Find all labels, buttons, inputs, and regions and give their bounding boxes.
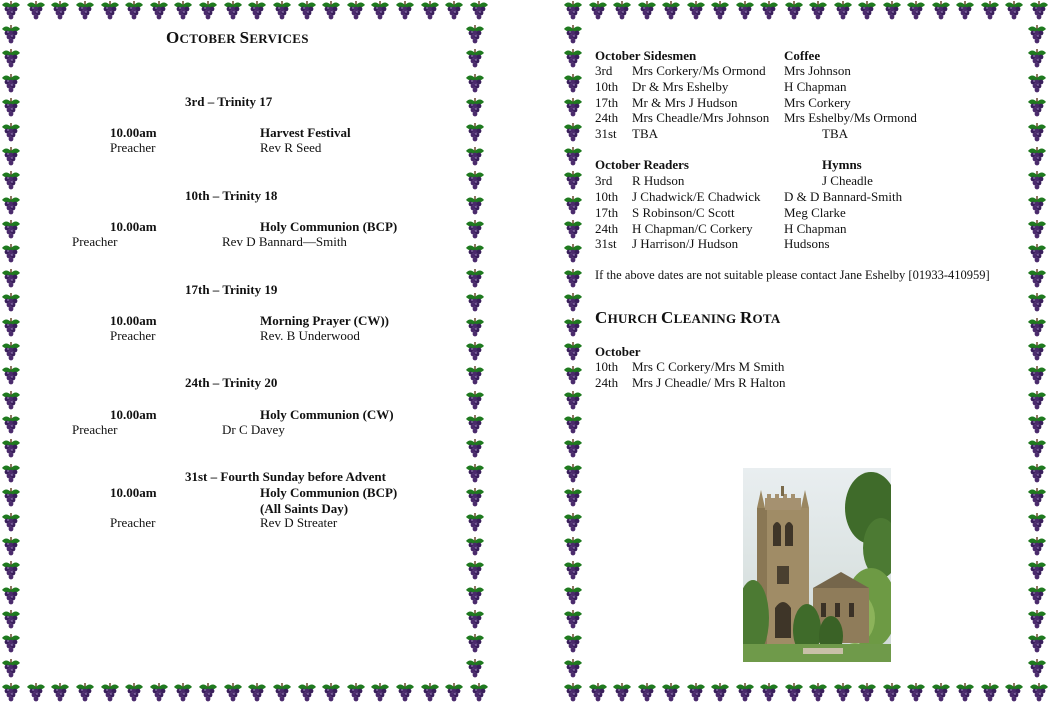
grape-icon — [0, 682, 22, 704]
cleaning-date: 10th — [595, 359, 619, 374]
grape-icon — [1026, 512, 1048, 534]
grape-icon — [783, 0, 805, 22]
grape-border-right — [464, 24, 488, 680]
grape-icon — [296, 682, 318, 704]
grape-icon — [394, 0, 416, 22]
preacher-name: Rev R Seed — [260, 140, 322, 155]
grape-icon — [345, 0, 367, 22]
grape-icon — [0, 560, 22, 582]
grape-icon — [222, 682, 244, 704]
service-heading: 31st – Fourth Sunday before Advent — [185, 469, 386, 484]
hymns-name: Meg Clarke — [784, 205, 846, 220]
grape-icon — [0, 609, 22, 631]
grape-border-bottom — [0, 682, 490, 706]
sidesmen-name: Mrs Cheadle/Mrs Johnson — [632, 110, 770, 125]
grape-icon — [562, 122, 584, 144]
cleaning-names: Mrs J Cheadle/ Mrs R Halton — [632, 375, 786, 390]
grape-icon — [1026, 341, 1048, 363]
grape-icon — [25, 0, 47, 22]
grape-icon — [464, 438, 486, 460]
grape-icon — [1026, 390, 1048, 412]
grape-icon — [369, 682, 391, 704]
grape-icon — [562, 97, 584, 119]
reader-name: H Chapman/C Corkery — [632, 221, 753, 236]
grape-icon — [562, 390, 584, 412]
grape-icon — [271, 682, 293, 704]
grape-icon — [443, 0, 465, 22]
grape-icon — [1026, 122, 1048, 144]
grape-icon — [562, 536, 584, 558]
preacher-name: Dr C Davey — [222, 422, 285, 437]
grape-icon — [394, 682, 416, 704]
grape-icon — [905, 682, 927, 704]
grape-icon — [979, 682, 1001, 704]
cleaning-rota-title: CHURCH CLEANING ROTA — [595, 308, 781, 327]
grape-icon — [807, 0, 829, 22]
grape-icon — [0, 292, 22, 314]
grape-icon — [562, 560, 584, 582]
grape-icon — [464, 390, 486, 412]
grape-icon — [562, 658, 584, 680]
grape-icon — [1026, 243, 1048, 265]
grape-icon — [905, 0, 927, 22]
service-name: Morning Prayer (CW)) — [260, 313, 390, 328]
preacher-name: Rev D Bannard—Smith — [222, 234, 347, 249]
grape-icon — [1026, 536, 1048, 558]
grape-icon — [222, 0, 244, 22]
grape-icon — [0, 195, 22, 217]
grape-icon — [0, 97, 22, 119]
service-time: 10.00am — [110, 219, 157, 234]
grape-border-top — [0, 0, 490, 24]
grape-icon — [709, 0, 731, 22]
grape-icon — [0, 365, 22, 387]
grape-icon — [1026, 292, 1048, 314]
reader-name: J Harrison/J Hudson — [632, 236, 739, 251]
grape-icon — [1003, 682, 1025, 704]
grape-icon — [1026, 463, 1048, 485]
grape-icon — [443, 682, 465, 704]
grape-icon — [562, 195, 584, 217]
grape-icon — [562, 609, 584, 631]
grape-icon — [0, 536, 22, 558]
grape-icon — [271, 0, 293, 22]
reader-date: 31st — [595, 236, 617, 251]
grape-icon — [464, 609, 486, 631]
grape-icon — [123, 682, 145, 704]
service-time: 10.00am — [110, 485, 157, 500]
grape-icon — [1026, 268, 1048, 290]
reader-name: S Robinson/C Scott — [632, 205, 735, 220]
service-name: Holy Communion (CW) — [260, 407, 394, 422]
preacher-label: Preacher — [72, 234, 118, 249]
grape-icon — [562, 365, 584, 387]
readers-header: October Readers — [595, 157, 689, 172]
preacher-label: Preacher — [72, 422, 118, 437]
grape-icon — [464, 268, 486, 290]
hymns-name: H Chapman — [784, 221, 847, 236]
grape-icon — [0, 585, 22, 607]
grape-icon — [1026, 633, 1048, 655]
hymns-name: J Cheadle — [822, 173, 873, 188]
grape-icon — [197, 682, 219, 704]
grape-icon — [587, 682, 609, 704]
grape-icon — [464, 195, 486, 217]
sidesmen-name: Dr & Mrs Eshelby — [632, 79, 729, 94]
grape-icon — [1003, 0, 1025, 22]
sidesmen-date: 17th — [595, 95, 619, 110]
grape-border-top — [562, 0, 1050, 24]
coffee-name: Mrs Johnson — [784, 63, 851, 78]
cleaning-names: Mrs C Corkery/Mrs M Smith — [632, 359, 785, 374]
grape-border-left — [0, 24, 24, 680]
grape-icon — [0, 512, 22, 534]
service-name: Holy Communion (BCP) — [260, 485, 398, 500]
grape-icon — [562, 268, 584, 290]
service-heading: 3rd – Trinity 17 — [185, 94, 273, 109]
grape-icon — [197, 0, 219, 22]
grape-icon — [464, 73, 486, 95]
grape-icon — [0, 633, 22, 655]
grape-icon — [611, 682, 633, 704]
grape-icon — [1026, 585, 1048, 607]
service-heading: 24th – Trinity 20 — [185, 375, 278, 390]
grape-icon — [172, 682, 194, 704]
sidesmen-name: TBA — [632, 126, 658, 141]
grape-icon — [562, 170, 584, 192]
grape-icon — [660, 0, 682, 22]
grape-icon — [709, 682, 731, 704]
grape-icon — [856, 0, 878, 22]
cleaning-date: 24th — [595, 375, 619, 390]
service-time: 10.00am — [110, 313, 157, 328]
preacher-label: Preacher — [110, 328, 156, 343]
grape-icon — [464, 243, 486, 265]
grape-icon — [930, 682, 952, 704]
coffee-name: H Chapman — [784, 79, 847, 94]
contact-note: If the above dates are not suitable please contact Jane Eshelby [01933-410959] — [595, 268, 990, 282]
grape-icon — [123, 0, 145, 22]
grape-icon — [0, 73, 22, 95]
grape-icon — [419, 0, 441, 22]
grape-icon — [296, 0, 318, 22]
grape-icon — [0, 438, 22, 460]
grape-icon — [1026, 609, 1048, 631]
grape-icon — [468, 682, 490, 704]
grape-icon — [0, 487, 22, 509]
reader-date: 24th — [595, 221, 619, 236]
reader-name: R Hudson — [632, 173, 685, 188]
grape-icon — [464, 97, 486, 119]
grape-icon — [562, 317, 584, 339]
grape-icon — [562, 146, 584, 168]
church-photo — [743, 468, 891, 662]
coffee-name: Mrs Eshelby/Ms Ormond — [784, 110, 917, 125]
reader-date: 10th — [595, 189, 619, 204]
grape-icon — [320, 0, 342, 22]
grape-icon — [807, 682, 829, 704]
grape-icon — [0, 414, 22, 436]
grape-icon — [419, 682, 441, 704]
grape-icon — [1026, 560, 1048, 582]
grape-icon — [464, 146, 486, 168]
left-page — [0, 0, 490, 708]
grape-icon — [1026, 658, 1048, 680]
grape-icon — [0, 146, 22, 168]
grape-icon — [464, 365, 486, 387]
grape-icon — [562, 512, 584, 534]
grape-icon — [1026, 219, 1048, 241]
grape-icon — [562, 48, 584, 70]
reader-date: 17th — [595, 205, 619, 220]
grape-icon — [1026, 97, 1048, 119]
grape-icon — [636, 682, 658, 704]
service-name-line2: (All Saints Day) — [260, 501, 349, 516]
service-name: Harvest Festival — [260, 125, 351, 140]
grape-icon — [562, 219, 584, 241]
grape-icon — [611, 0, 633, 22]
grape-icon — [0, 243, 22, 265]
grape-icon — [246, 0, 268, 22]
grape-icon — [562, 24, 584, 46]
hymns-header: Hymns — [822, 157, 862, 172]
grape-icon — [49, 682, 71, 704]
grape-icon — [1028, 0, 1050, 22]
service-heading: 10th – Trinity 18 — [185, 188, 278, 203]
cleaning-month: October — [595, 344, 641, 359]
sidesmen-name: Mrs Corkery/Ms Ormond — [632, 63, 766, 78]
grape-icon — [562, 682, 584, 704]
hymns-name: D & D Bannard-Smith — [784, 189, 903, 204]
sidesmen-name: Mr & Mrs J Hudson — [632, 95, 738, 110]
grape-icon — [0, 268, 22, 290]
grape-icon — [468, 0, 490, 22]
service-time: 10.00am — [110, 125, 157, 140]
grape-icon — [562, 73, 584, 95]
grape-icon — [464, 658, 486, 680]
grape-icon — [148, 682, 170, 704]
grape-icon — [0, 658, 22, 680]
grape-icon — [930, 0, 952, 22]
grape-icon — [562, 341, 584, 363]
grape-icon — [562, 585, 584, 607]
grape-icon — [758, 0, 780, 22]
grape-icon — [954, 0, 976, 22]
grape-icon — [74, 0, 96, 22]
grape-border-bottom — [562, 682, 1050, 706]
grape-border-right — [1026, 24, 1050, 680]
grape-icon — [1026, 195, 1048, 217]
service-time: 10.00am — [110, 407, 157, 422]
service-heading: 17th – Trinity 19 — [185, 282, 278, 297]
preacher-label: Preacher — [110, 140, 156, 155]
grape-icon — [856, 682, 878, 704]
grape-icon — [954, 682, 976, 704]
grape-icon — [1028, 682, 1050, 704]
grape-icon — [464, 292, 486, 314]
coffee-name: TBA — [822, 126, 848, 141]
grape-icon — [464, 585, 486, 607]
grape-icon — [1026, 48, 1048, 70]
preacher-name: Rev D Streater — [260, 515, 338, 530]
grape-icon — [172, 0, 194, 22]
grape-icon — [562, 633, 584, 655]
grape-icon — [1026, 73, 1048, 95]
hymns-name: Hudsons — [784, 236, 830, 251]
grape-icon — [0, 170, 22, 192]
grape-icon — [464, 536, 486, 558]
grape-icon — [464, 170, 486, 192]
grape-icon — [1026, 365, 1048, 387]
grape-icon — [636, 0, 658, 22]
reader-name: J Chadwick/E Chadwick — [632, 189, 761, 204]
grape-icon — [881, 682, 903, 704]
grape-icon — [562, 487, 584, 509]
grape-icon — [464, 24, 486, 46]
grape-icon — [562, 0, 584, 22]
grape-icon — [464, 48, 486, 70]
grape-icon — [464, 122, 486, 144]
grape-icon — [1026, 414, 1048, 436]
grape-icon — [685, 0, 707, 22]
grape-icon — [464, 463, 486, 485]
grape-icon — [562, 292, 584, 314]
grape-icon — [1026, 170, 1048, 192]
grape-icon — [0, 463, 22, 485]
grape-icon — [464, 560, 486, 582]
grape-icon — [369, 0, 391, 22]
grape-icon — [562, 414, 584, 436]
grape-icon — [99, 0, 121, 22]
service-name: Holy Communion (BCP) — [260, 219, 398, 234]
grape-icon — [148, 0, 170, 22]
grape-icon — [1026, 24, 1048, 46]
grape-icon — [832, 682, 854, 704]
grape-icon — [0, 390, 22, 412]
grape-icon — [587, 0, 609, 22]
preacher-name: Rev. B Underwood — [260, 328, 360, 343]
grape-icon — [345, 682, 367, 704]
grape-icon — [562, 438, 584, 460]
reader-date: 3rd — [595, 173, 613, 188]
grape-icon — [246, 682, 268, 704]
grape-icon — [783, 682, 805, 704]
grape-icon — [832, 0, 854, 22]
grape-icon — [1026, 317, 1048, 339]
grape-icon — [0, 317, 22, 339]
sidesmen-date: 3rd — [595, 63, 613, 78]
grape-icon — [562, 243, 584, 265]
grape-icon — [881, 0, 903, 22]
grape-icon — [99, 682, 121, 704]
grape-icon — [979, 0, 1001, 22]
page-title: OCTOBER SERVICES — [166, 28, 309, 47]
grape-icon — [0, 341, 22, 363]
grape-icon — [464, 487, 486, 509]
grape-icon — [660, 682, 682, 704]
grape-icon — [758, 682, 780, 704]
grape-icon — [0, 0, 22, 22]
grape-icon — [464, 512, 486, 534]
grape-icon — [464, 341, 486, 363]
grape-icon — [25, 682, 47, 704]
grape-icon — [734, 682, 756, 704]
grape-icon — [562, 463, 584, 485]
grape-icon — [1026, 146, 1048, 168]
sidesmen-date: 10th — [595, 79, 619, 94]
grape-icon — [685, 682, 707, 704]
grape-border-left — [562, 24, 586, 680]
grape-icon — [0, 219, 22, 241]
coffee-header: Coffee — [784, 48, 821, 63]
grape-icon — [1026, 438, 1048, 460]
grape-icon — [49, 0, 71, 22]
grape-icon — [734, 0, 756, 22]
grape-icon — [74, 682, 96, 704]
grape-icon — [464, 219, 486, 241]
grape-icon — [320, 682, 342, 704]
sidesmen-date: 24th — [595, 110, 619, 125]
grape-icon — [464, 317, 486, 339]
grape-icon — [464, 414, 486, 436]
grape-icon — [464, 633, 486, 655]
grape-icon — [1026, 487, 1048, 509]
grape-icon — [0, 24, 22, 46]
preacher-label: Preacher — [110, 515, 156, 530]
sidesmen-date: 31st — [595, 126, 617, 141]
coffee-name: Mrs Corkery — [784, 95, 851, 110]
sidesmen-header: October Sidesmen — [595, 48, 697, 63]
grape-icon — [0, 48, 22, 70]
grape-icon — [0, 122, 22, 144]
